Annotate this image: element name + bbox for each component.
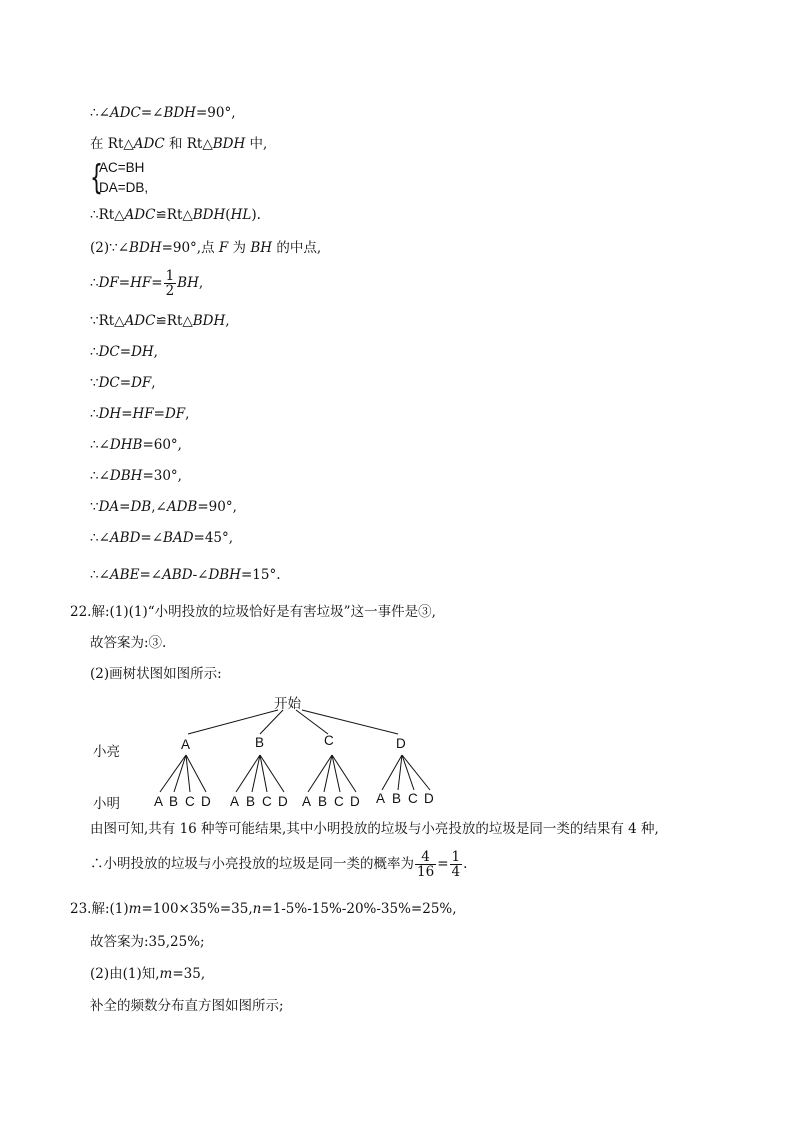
text: HL (230, 207, 252, 223)
text: BH (250, 240, 273, 256)
q22-answer: 故答案为:③. (90, 635, 167, 651)
text: =100×35%=35, (141, 901, 253, 917)
text: 和 Rt△ (164, 136, 213, 152)
tree-node-l1: A (181, 737, 191, 752)
text: =60°, (142, 437, 182, 453)
text: =90°,点 (161, 240, 219, 256)
tree-node-l2: B (318, 794, 328, 809)
text: DF (98, 275, 119, 291)
tree-node-l2: C (408, 791, 418, 806)
text: =30°, (142, 468, 182, 484)
text: ∵ (90, 499, 99, 515)
text: =∠ (140, 530, 164, 546)
text: =1-5%-15%-20%-35%=25%, (261, 901, 457, 917)
text: ). (251, 207, 261, 223)
text: ∴∠ (90, 437, 110, 453)
text: ≌Rt△ (155, 207, 193, 223)
text: = (121, 406, 133, 422)
text: ∴∠ (90, 530, 110, 546)
text: DBH (109, 468, 143, 484)
text: ADC (133, 136, 165, 152)
text: ABD (162, 567, 193, 583)
text: ADC (109, 105, 141, 121)
text: 为 (228, 240, 251, 256)
text: ADC (124, 207, 156, 223)
text: =90°, (195, 105, 236, 121)
text: ∴∠ (90, 105, 110, 121)
text: HF (130, 275, 152, 291)
numerator: 4 (415, 850, 436, 865)
text: = (119, 499, 131, 515)
text: ∴ (90, 344, 99, 360)
text: ∴∠ (90, 468, 110, 484)
text: =∠ (140, 105, 164, 121)
tree-node-l2: A (230, 794, 240, 809)
tree-level1-label: 小亮 (93, 744, 120, 759)
text: . (463, 856, 468, 872)
text: ∵Rt△ (90, 313, 125, 329)
text: n (252, 901, 262, 917)
denominator: 16 (417, 864, 435, 880)
text: , (144, 180, 149, 195)
tree-edge (402, 755, 414, 790)
text: 中, (245, 136, 268, 152)
tree-root-label: 开始 (274, 696, 301, 711)
tree-node-l1: B (255, 735, 265, 750)
text: , (151, 375, 156, 391)
text: =35, (172, 966, 206, 982)
text: 的中点, (272, 240, 322, 256)
tree-node-l2: A (154, 794, 164, 809)
text: BDH (192, 207, 226, 223)
equation-row-1: AC=BH (99, 160, 145, 175)
text: =90°, (197, 499, 237, 515)
q22-conclusion-1: 由图可知,共有 16 种等可能结果,其中小明投放的垃圾与小亮投放的垃圾是同一类的结果有 4 种, (90, 821, 659, 837)
tree-node-l1: D (396, 736, 406, 751)
text: 23.解:(1) (70, 901, 129, 917)
text: DH (98, 406, 122, 422)
tree-edge-root-d (302, 710, 398, 734)
text: ABE (109, 567, 140, 583)
text: ABD (109, 530, 141, 546)
text: =∠ (139, 567, 163, 583)
numerator: 1 (165, 268, 175, 284)
text: DA=DB (99, 180, 145, 195)
text: DC (98, 344, 120, 360)
text: , (153, 344, 158, 360)
text: DH (131, 344, 154, 360)
text: DHB (109, 437, 143, 453)
text: = (437, 856, 449, 872)
text: ADB (166, 499, 198, 515)
text: = (151, 275, 163, 291)
text: ∴ (90, 406, 99, 422)
tree-level2-label: 小明 (93, 796, 120, 811)
text: ∴ (90, 275, 99, 291)
tree-node-l2: B (246, 794, 256, 809)
q22-part2: (2)画树状图如图所示: (90, 666, 222, 682)
tree-node-l2: B (392, 791, 402, 806)
tree-edge (174, 755, 186, 792)
q23-part2 (90, 964, 205, 984)
numerator: 1 (451, 849, 461, 865)
text: = (153, 406, 165, 422)
text: BAD (163, 530, 194, 546)
text: m (128, 901, 142, 917)
tree-node-l2: D (424, 791, 434, 806)
text: 在 Rt△ (90, 136, 134, 152)
text: F (218, 240, 229, 256)
text: ∴Rt△ (90, 207, 125, 223)
denominator: 4 (451, 864, 461, 880)
tree-node-l2: A (376, 791, 386, 806)
tree-edge (160, 755, 186, 792)
text: DF (131, 375, 152, 391)
tree-edge-root-c (296, 710, 328, 734)
text: (2)∵∠ (90, 240, 130, 256)
text: , (225, 313, 230, 329)
text: DF (164, 406, 186, 422)
text: BH (177, 275, 199, 291)
tree-node-l2: B (169, 794, 179, 809)
text: DBH (208, 567, 241, 583)
text: m (159, 966, 173, 982)
text: ≌Rt△ (155, 313, 193, 329)
text: ∴∠ (90, 567, 110, 583)
text: BDH (212, 136, 246, 152)
denominator: 2 (165, 283, 175, 299)
text: BDH (163, 105, 196, 121)
text: =45°, (193, 530, 234, 546)
text: , (198, 275, 204, 291)
text: = (119, 375, 132, 391)
text: (2)由(1)知, (90, 966, 160, 982)
text: BDH (129, 240, 162, 256)
text: DA (98, 499, 120, 515)
tree-node-l2: A (302, 794, 312, 809)
tree-node-l1: C (324, 733, 334, 748)
text: -∠ (192, 567, 209, 583)
text: DC (98, 375, 120, 391)
brace-symbol: { (90, 158, 103, 198)
text: , (185, 406, 190, 422)
fraction-4-16 (415, 850, 436, 879)
text: BDH (192, 313, 226, 329)
q23-answer: 故答案为:35,25%; (90, 934, 205, 950)
q22-conclusion-2 (90, 846, 467, 882)
q23-heading (70, 899, 457, 919)
tree-node-l2: C (334, 794, 344, 809)
q22-heading: 22.解:(1)(1)“小明投放的垃圾恰好是有害垃圾”这一事件是③, (70, 604, 436, 620)
tree-node-l2: C (262, 794, 272, 809)
text: ∴小明投放的垃圾与小亮投放的垃圾是同一类的概率为 (90, 856, 414, 872)
tree-edge (402, 755, 430, 790)
text: = (119, 344, 132, 360)
text: = (118, 275, 131, 291)
tree-node-l2: D (350, 794, 360, 809)
text: HF (132, 406, 154, 422)
text: ∵ (90, 375, 99, 391)
text: ADC (124, 313, 156, 329)
text: ( (225, 207, 231, 223)
tree-edge-root-a (188, 710, 278, 734)
q23-histogram-note: 补全的频数分布直方图如图所示; (90, 998, 284, 1014)
tree-node-l2: C (185, 794, 195, 809)
text: =15°. (240, 567, 281, 583)
tree-node-l2: D (201, 794, 211, 809)
tree-node-l2: D (278, 794, 288, 809)
text: ,∠ (151, 499, 167, 515)
text: DB (130, 499, 152, 515)
fraction-1-4 (450, 850, 463, 879)
